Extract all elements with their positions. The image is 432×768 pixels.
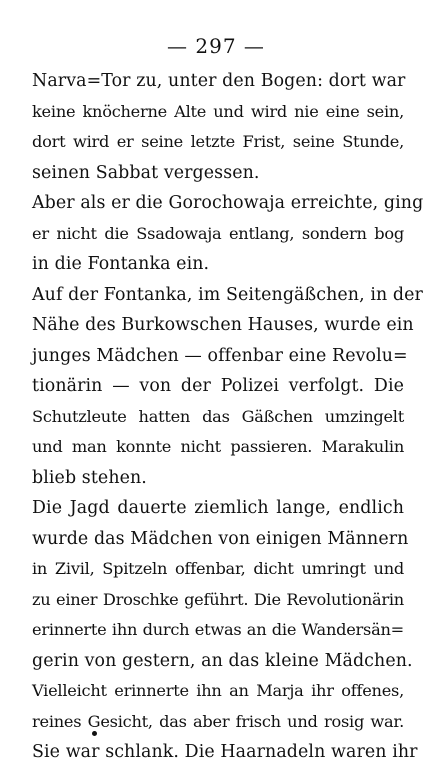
text-line: er nicht die Ssadowaja entlang, sondern bog [32,223,404,243]
text-line: tionärin — von der Polizei verfolgt. Die [32,376,404,396]
text-line: keine knöcherne Alte und wird nie eine sein, [32,101,404,121]
text-line: wurde das Mädchen von einigen Männern [32,528,409,549]
text-line: gerin von gestern, an das kleine Mädchen. [32,650,413,671]
signature-dot [92,731,97,736]
text-line: Sie war schlank. Die Haarnadeln waren ihr [32,742,418,762]
text-line: dort wird er seine letzte Frist, seine Stunde, [32,132,404,151]
text-line: junges Mädchen — offenbar eine Revolu= [32,345,408,366]
body-text [32,66,424,768]
text-line: reines Gesicht, das aber frisch und rosig war. [32,711,404,731]
text-line: blieb stehen. [32,467,147,488]
text-line: Die Jagd dauerte ziemlich lange, endlich [32,498,404,518]
text-line: Aber als er die Gorochowaja erreichte, ging [32,193,424,213]
text-line: in die Fontanka ein. [32,254,210,274]
text-line: Nähe des Burkowschen Hauses, wurde ein [32,315,414,335]
text-line: Vielleicht erinnerte ihn an Marja ihr offenes, [32,681,404,700]
text-line: erinnerte ihn durch etwas an die Wandersän= [32,620,404,639]
text-line: Auf der Fontanka, im Seitengäßchen, in der [32,284,423,305]
text-line: und man konnte nicht passieren. Marakulin [32,437,404,456]
text-line: seinen Sabbat vergessen. [32,162,260,183]
text-line: in Zivil, Spitzeln offenbar, dicht umringt und [32,559,404,578]
text-line: zu einer Droschke geführt. Die Revolutionärin [32,589,404,609]
text-line: Schutzleute hatten das Gäßchen umzingelt [32,406,404,426]
page-number: — 297 — [167,34,265,58]
text-line: Narva=Tor zu, unter den Bogen: dort war [32,71,406,91]
